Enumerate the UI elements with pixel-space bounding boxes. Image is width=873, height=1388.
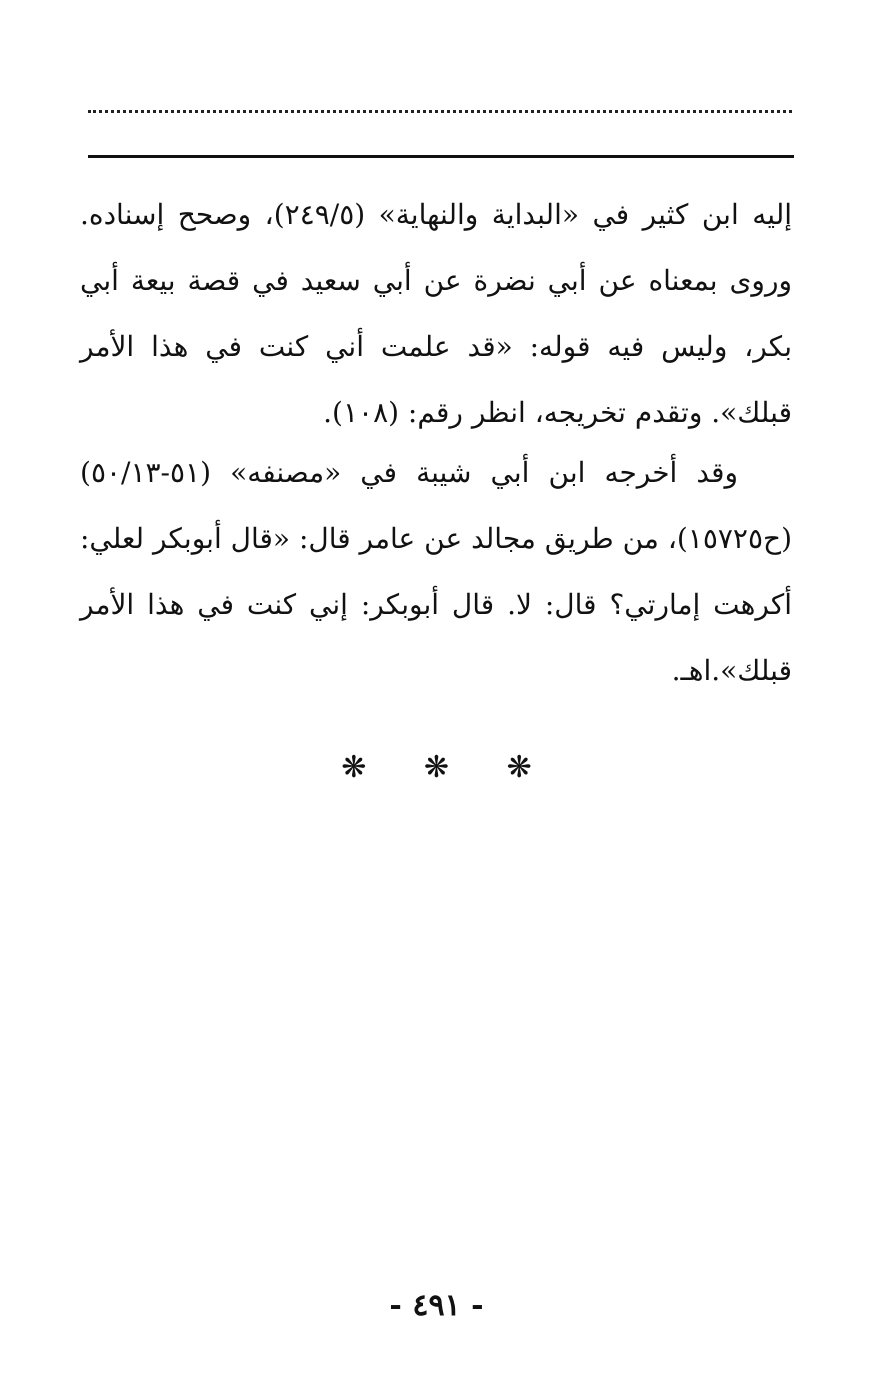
section-separator: [0, 750, 873, 785]
footnote-rule: [88, 155, 794, 158]
star-ornament-icon: ❋: [341, 750, 367, 785]
footnote-line: رقم: (١٠٨).: [323, 396, 463, 429]
star-ornament-icon: ❋: [506, 750, 532, 785]
citation-paragraph: [80, 440, 792, 704]
star-ornament-icon: ❋: [423, 750, 450, 785]
footnote-line: إليه ابن كثير في «البداية والنهاية» (٢٤٩/٥)، وصحح إسناده. وروى: [80, 198, 792, 297]
footnote-line: قوله: «قد علمت أني كنت في هذا الأمر قبلك». وتقدم تخريجه، انظر: [80, 330, 792, 429]
footnote-block: [80, 182, 792, 446]
dotted-separator: [88, 110, 792, 113]
paragraph-text: وقد أخرجه ابن أبي شيبة في «مصنفه» (٥١-٥٠/١٣) (ح١٥٧٢٥)، من طريق مجالد عن عامر قال: «قال أبوبكر لعلي: أكرهت إمارتي؟ قال: لا. قال أبوبكر: إني كنت في هذا الأمر قبلك».اهـ.: [80, 456, 792, 687]
footnote-line: بمعناه عن أبي نضرة عن أبي سعيد في قصة بيعة أبي بكر، وليس فيه: [80, 264, 792, 363]
page-number: - ٤٩١ -: [389, 1288, 484, 1323]
